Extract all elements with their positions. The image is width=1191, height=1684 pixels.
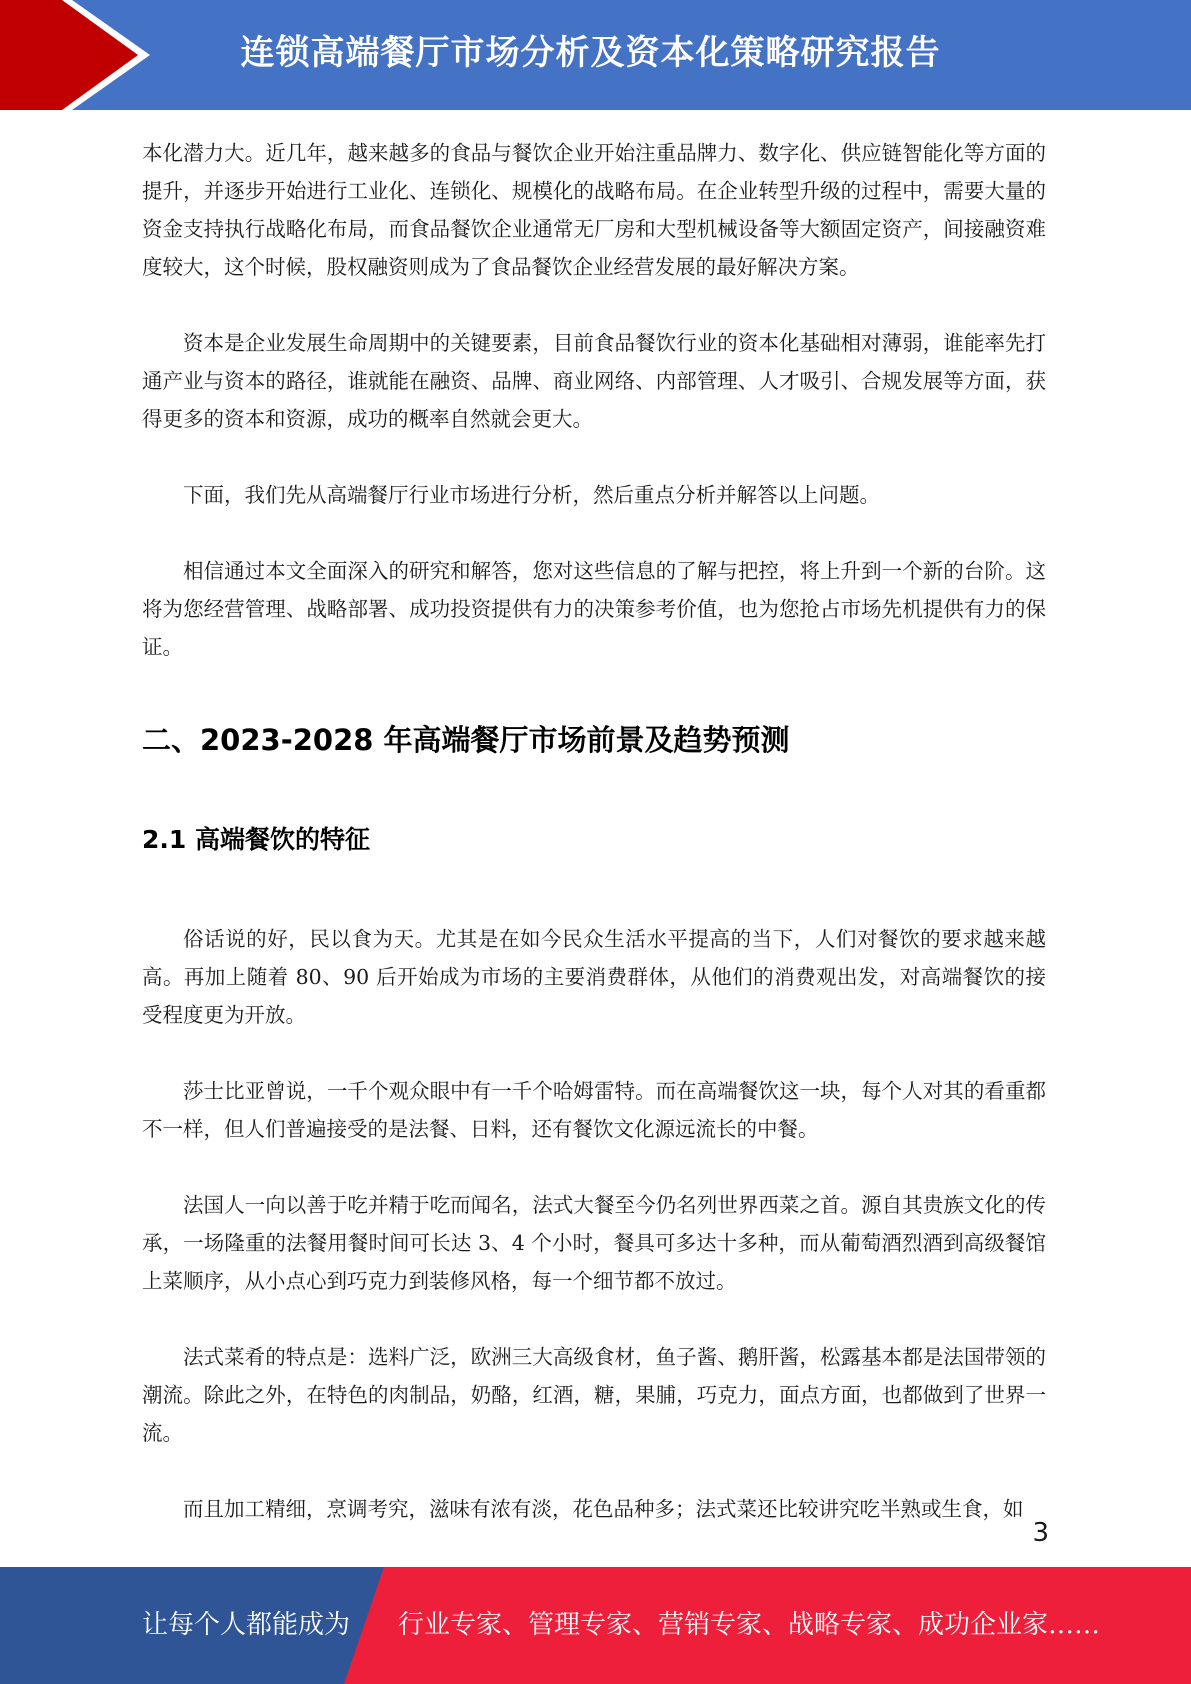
- footer-slogan-left: 让每个人都能成为: [142, 1610, 351, 1640]
- document-body: [142, 134, 1046, 1528]
- paragraph: 本化潜力大。近几年，越来越多的食品与餐饮企业开始注重品牌力、数字化、供应链智能化等方面的提升，并逐步开始进行工业化、连锁化、规模化的战略布局。在企业转型升级的过程中，需要大量的资金支持执行战略化布局，而食品餐饮企业通常无厂房和大型机械设备等大额固定资产，间接融资难度较大，这个时候，股权融资则成为了食品餐饮企业经营发展的最好解决方案。: [142, 141, 1046, 279]
- footer-slogan-right: 行业专家、管理专家、营销专家、战略专家、成功企业家……: [398, 1610, 1101, 1640]
- paragraph: 莎士比亚曾说，一千个观众眼中有一千个哈姆雷特。而在高端餐饮这一块，每个人对其的看重都不一样，但人们普遍接受的是法餐、日料，还有餐饮文化源远流长的中餐。: [142, 1079, 1046, 1141]
- paragraph: 而且加工精细，烹调考究，滋味有浓有淡，花色品种多；法式菜还比较讲究吃半熟或生食，如: [183, 1497, 1024, 1521]
- page-footer: [0, 1567, 1191, 1684]
- paragraph: 资本是企业发展生命周期中的关键要素，目前食品餐饮行业的资本化基础相对薄弱，谁能率先打通产业与资本的路径，谁就能在融资、品牌、商业网络、内部管理、人才吸引、合规发展等方面，获得更多的资本和资源，成功的概率自然就会更大。: [142, 331, 1046, 431]
- subsection-heading: 2.1 高端餐饮的特征: [142, 825, 370, 854]
- page-number: 3: [1032, 1518, 1049, 1548]
- paragraph: 法式菜肴的特点是：选料广泛，欧洲三大高级食材，鱼子酱、鹅肝酱，松露基本都是法国带领的潮流。除此之外，在特色的肉制品，奶酪，红酒，糖，果脯，巧克力，面点方面，也都做到了世界一流。: [142, 1345, 1046, 1445]
- paragraph: 俗话说的好，民以食为天。尤其是在如今民众生活水平提高的当下，人们对餐饮的要求越来越高。再加上随着 80、90 后开始成为市场的主要消费群体，从他们的消费观出发，对高端餐饮的接受程度更为开放。: [142, 927, 1046, 1027]
- section-heading: 二、2023-2028 年高端餐厅市场前景及趋势预测: [142, 723, 790, 757]
- paragraph: 法国人一向以善于吃并精于吃而闻名，法式大餐至今仍名列世界西菜之首。源自其贵族文化的传承，一场隆重的法餐用餐时间可长达 3、4 个小时，餐具可多达十多种，而从葡萄酒烈酒到高级餐馆上菜顺序，从小点心到巧克力到装修风格，每一个细节都不放过。: [142, 1193, 1046, 1293]
- page-header: [0, 0, 1191, 110]
- paragraph: 相信通过本文全面深入的研究和解答，您对这些信息的了解与把控，将上升到一个新的台阶。这将为您经营管理、战略部署、成功投资提供有力的决策参考价值，也为您抢占市场先机提供有力的保证。: [142, 559, 1046, 659]
- report-title: 连锁高端餐厅市场分析及资本化策略研究报告: [240, 33, 941, 73]
- paragraph: 下面，我们先从高端餐厅行业市场进行分析，然后重点分析并解答以上问题。: [183, 483, 880, 507]
